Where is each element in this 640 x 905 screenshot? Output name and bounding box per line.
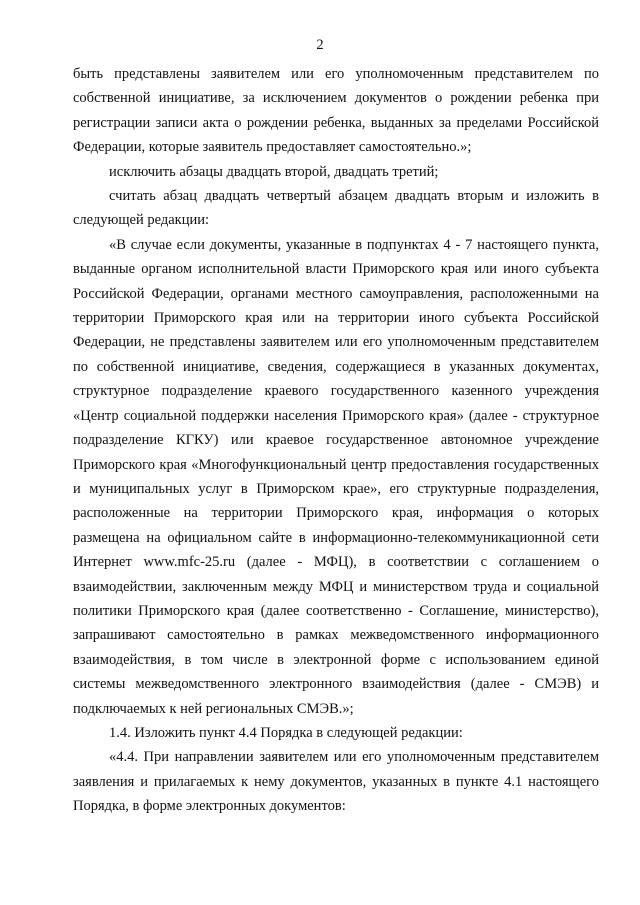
paragraph-renumber-clause: считать абзац двадцать четвертый абзацем двадцать вторым и изложить в следующей редакции: (73, 188, 599, 229)
paragraph-continuation: быть представлены заявителем или его уполномоченным представителем по собственной инициативе, за исключением документов о рождении ребенка при регистрации записи акта о рождении ребенка, выданных за пределами Российской Федерации, которые заявитель предоставляет самостоятельно.»; (73, 66, 599, 156)
paragraph-item-1-4: 1.4. Изложить пункт 4.4 Порядка в следующей редакции: (109, 724, 463, 741)
page-number: 2 (316, 37, 324, 53)
paragraph-item-4-4: «4.4. При направлении заявителем или его уполномоченным представителем заявления и прилагаемых к нему документов, указанных в пункте 4.1 настоящего Порядка, в форме электронных документов: (73, 749, 599, 815)
paragraph-quoted-clause: «В случае если документы, указанные в подпунктах 4 - 7 настоящего пункта, выданные органом исполнительной власти Приморского края или иного субъекта Российской Федерации, органами местного самоуправления, расположенными на территории Приморского края или на территории иного субъекта Российской Федерации, не представлены заявителем или его уполномоченным представителем по собственной инициативе, сведения, содержащиеся в указанных документах, структурное подразделение краевого государственного казенного учреждения «Центр социальной поддержки населения Приморского края» (далее - структурное подразделение КГКУ) или краевое государственное автономное учреждение Приморского края «Многофункциональный центр предоставления государственных и муниципальных услуг в Приморском крае», его структурные подразделения, расположенные на территории Приморского края, информация о которых размещена на официальном сайте в информационно-телекоммуникационной сети Интернет www.mfc-25.ru (далее - МФЦ), в соответствии с соглашением о взаимодействии, заключенным между МФЦ и министерством труда и социальной политики Приморского края (далее соответственно - Соглашение, министерство), запрашивают самостоятельно в рамках межведомственного информационного взаимодействия, в том числе в электронной форме с использованием единой системы межведомственного электронного взаимодействия (далее - СМЭВ) и подключаемых к ней региональных СМЭВ.»; (73, 236, 599, 717)
paragraph-exclude-clauses: исключить абзацы двадцать второй, двадцать третий; (109, 163, 439, 180)
document-body (73, 62, 599, 819)
